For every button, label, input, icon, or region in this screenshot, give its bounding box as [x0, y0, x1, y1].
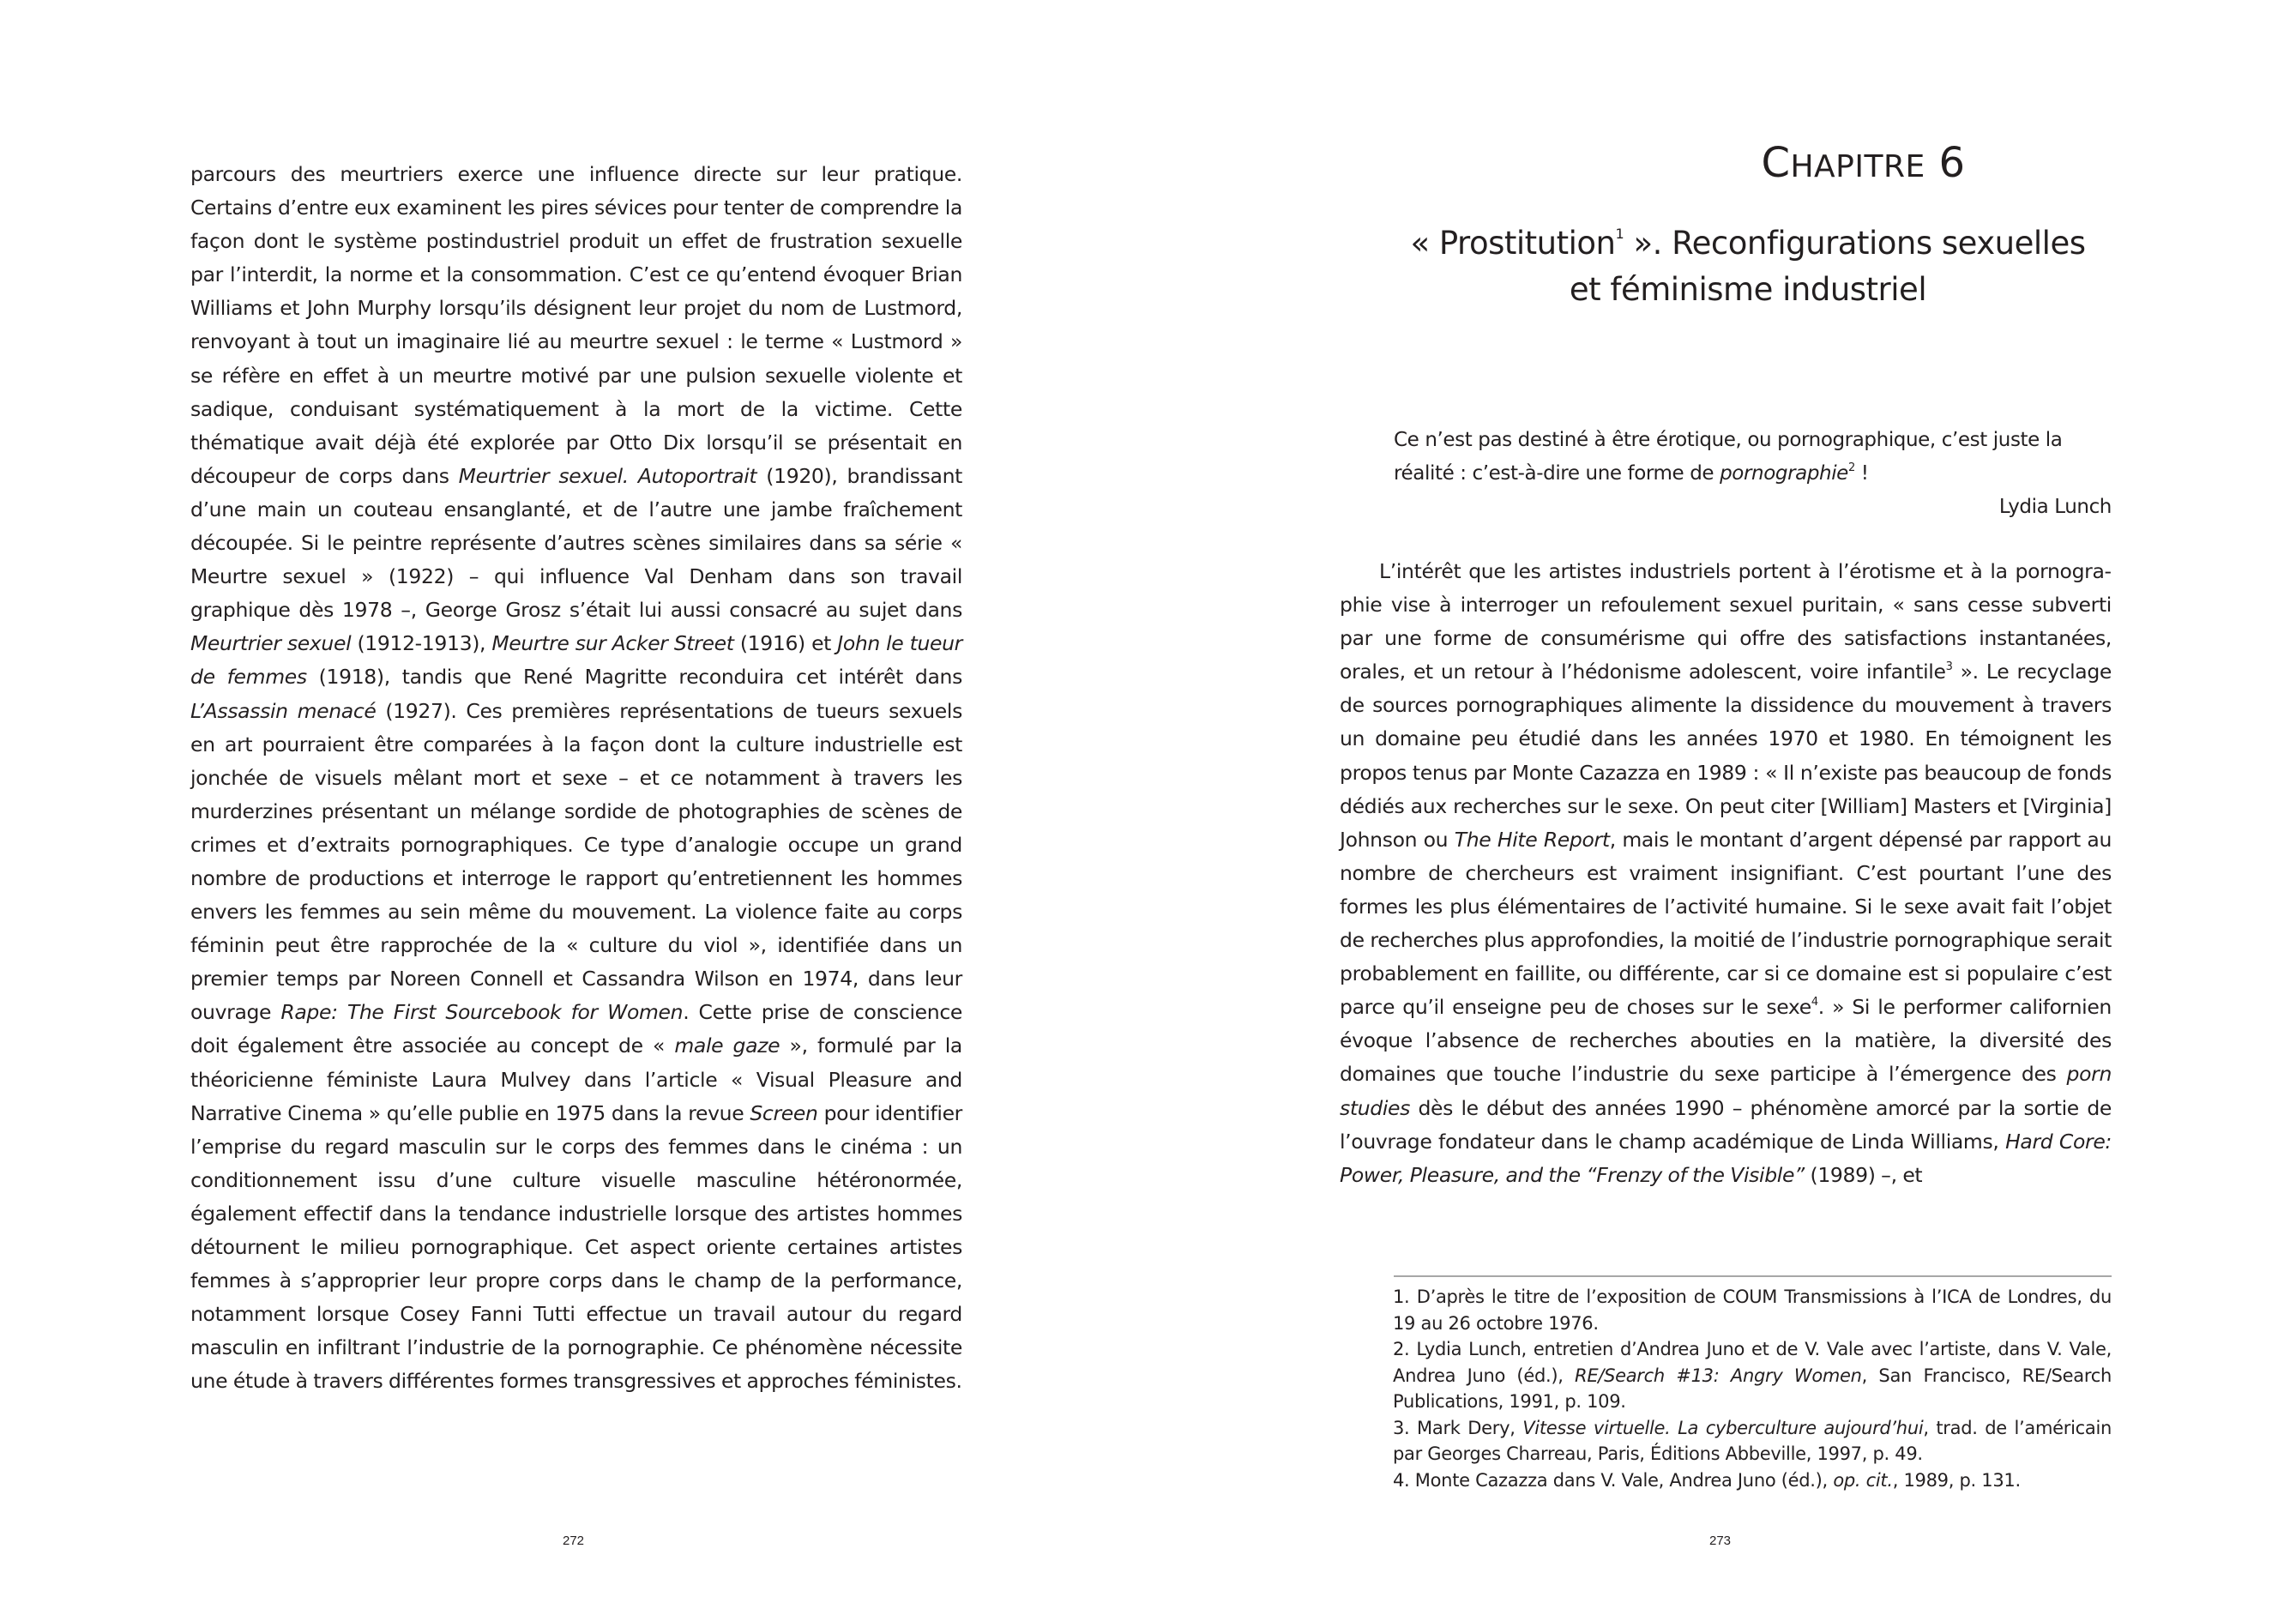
page-number: 272 [563, 1534, 585, 1548]
italic-title: Screen [750, 1100, 818, 1125]
text-run: L’intérêt que les artistes industriels portent à l’érotisme et à la pornographie vise à interroger un refoulement sexuel puritain, « sans cesse subverti par une forme de consumérisme qui offre des satisfactions instantanées, orales, et un retour à l’hédonisme adolescent, voire infantile [1340, 559, 2112, 684]
italic-title: Meurtre sur Acker Street [491, 631, 734, 656]
body-paragraph [1340, 555, 2112, 1192]
body-paragraph [190, 158, 962, 1398]
footnote-ref: 3 [1945, 660, 1953, 674]
text-run: (1918), tandis que René Magritte reconduira cet intérêt dans [306, 665, 962, 690]
italic-title: Rape: The First Sourcebook for Women [280, 1000, 684, 1025]
footnote-text: 2. Lydia Lunch, entretien d’Andrea Juno et de V. Vale avec l’artiste, dans V. Vale, Andrea Juno (éd.), [1393, 1339, 2112, 1386]
left-page-body [190, 158, 962, 1398]
footnote-4 [1393, 1467, 2112, 1494]
chapter-title [1319, 211, 2177, 313]
text-run: », formulé par la théoricienne féministe Laura Mulvey dans l’article « Visual Pleasure and Narrative Cinema » qu’elle publie en 1975 dans la revue [190, 1033, 962, 1125]
epigraph-quote [1394, 424, 2112, 491]
text-run: . » Si le performer californien évoque l’absence de recherches abouties en la matière, la diversité des domaines que touche l’industrie du sexe participe à l’émergence des [1340, 995, 2112, 1087]
quote-text: ! [1854, 462, 1869, 485]
text-run: (1912-1913), [351, 631, 492, 656]
text-run: , mais le montant d’argent dépensé par rapport au nombre de chercheurs est vraiment insignifiant. C’est pourtant l’une des formes les plus élémentaires de l’activité humaine. Si le sexe avait fait l’objet de recherches plus approfondies, la moitié de l’industrie pornographique serait probablement en faillite, ou différente, car si ce domaine est si populaire c’est parce qu’il enseigne peu de choses sur le sexe [1340, 827, 2112, 1020]
chapter-label-smallcaps: HAPITRE [1790, 149, 1925, 184]
chapter-title-line-1 [1319, 211, 2177, 267]
italic-title: Meurtrier sexuel. Autoportrait [458, 463, 757, 488]
chapter-number-value: 6 [1938, 139, 1966, 187]
epigraph [1394, 424, 2112, 524]
page-number: 273 [1709, 1534, 1732, 1548]
text-run: (1989) –, et [1804, 1162, 1923, 1187]
text-run: (1920), brandissant d’une main un couteau ensanglanté, et de l’autre une jambe fraîchement découpée. Si le peintre représente d’autres scènes similaires dans sa série « Meurtre sexuel » (1922) – qui influence Val Denham dans son travail graphique dès 1978 –, George Grosz s’était lui aussi consacré au sujet dans [190, 463, 962, 623]
italic-title: Vitesse virtuelle. La cyberculture aujourd’hui [1522, 1417, 1924, 1438]
italic-title: John le tueur de femmes [190, 631, 962, 690]
italic-term: pornographie [1720, 462, 1848, 485]
footnote-text: 1. D’après le titre de l’exposition de COUM Transmissions à l’ICA de Londres, du 19 au 26 octobre 1976. [1393, 1287, 2112, 1334]
italic-title: Hard Core: Power, Pleasure, and the “Frenzy of the Visible” [1340, 1129, 2112, 1187]
footnote-text: , 1989, p. 131. [1892, 1469, 2021, 1491]
italic-title: RE/Search #13: Angry Women [1575, 1365, 1862, 1386]
quote-text: Ce n’est pas destiné à être érotique, ou pornographique, c’est juste la réalité : c’est-à-dire une forme de [1394, 429, 2063, 485]
text-run: (1927). Ces premières représentations de tueurs sexuels en art pourraient être comparées à la façon dont la culture industrielle est jonchée de visuels mêlant mort et sexe – et ce notamment à travers les murderzines présentant un mélange sordide de photographies de scènes de crimes et d’extraits pornographiques. Ce type d’analogie occupe un grand nombre de productions et interroge le rapport qu’entretiennent les hommes envers les femmes au sein même du mouvement. La violence faite au corps féminin peut être rapprochée de la « culture du viol », identifiée dans un premier temps par Noreen Connell et Cassandra Wilson en 1974, dans leur ouvrage [190, 698, 962, 1025]
italic-title: The Hite Report [1454, 827, 1610, 852]
italic-term: porn studies [1340, 1062, 2112, 1120]
footnote-text: , trad. de l’américain par Georges Charreau, Paris, Éditions Abbeville, 1997, p. 49. [1393, 1417, 2112, 1464]
text-run: . Cette prise de conscience doit également être associée au concept de « [190, 1000, 963, 1058]
text-run: parcours des meurtriers exerce une influence directe sur leur pratique. Certains d’entre eux examinent les pires sévices pour tenter de comprendre la façon dont le système postindustriel produit un effet de frustration sexuelle par l’interdit, la norme et la consommation. C’est ce qu’entend évoquer Brian Williams et John Murphy lorsqu’ils désignent leur projet du nom de Lustmord, renvoyant à tout un imaginaire lié au meurtre sexuel : le terme « Lustmord » se réfère en effet à un meurtre motivé par une pulsion sexuelle violente et sadique, conduisant systématiquement à la mort de la victime. Cette thématique avait déjà été explorée par Otto Dix lorsqu’il se présentait en découpeur de corps dans [190, 162, 962, 488]
footnote-ref: 4 [1811, 996, 1818, 1009]
right-page-body [1340, 555, 2112, 1192]
text-run: ». Le recyclage de sources pornographiques alimente la dissidence du mouvement à travers un domaine peu étudié dans les années 1970 et 1980. En témoignent les propos tenus par Monte Cazazza en 1989 : « Il n’existe pas beaucoup de fonds dédiés aux recherches sur le sexe. On peut citer [William] Masters et [Virginia] Johnson ou [1340, 660, 2112, 852]
title-text: « Prostitution [1410, 225, 1616, 262]
chapter-label-initial: C [1761, 139, 1791, 187]
italic-term: op. cit. [1833, 1469, 1893, 1491]
footnotes [1393, 1284, 2112, 1493]
text-run: pour identifier l’emprise du regard masculin sur le corps des femmes dans le cinéma : un conditionnement issu d’une culture visuelle masculine hétéronormée, également effectif dans la tendance industrielle lorsque des artistes hommes détournent le milieu pornographique. Cet aspect oriente certaines artistes femmes à s’approprier leur propre corps dans le champ de la performance, notamment lorsque Cosey Fanni Tutti effectue un travail autour du regard masculin en infiltrant l’industrie de la pornographie. Ce phénomène nécessite une étude à travers différentes formes transgressives et approches féministes. [190, 1100, 962, 1394]
text-run: (1916) et [733, 631, 838, 656]
chapter-number [1148, 139, 2296, 187]
footnote-text: 4. Monte Cazazza dans V. Vale, Andrea Juno (éd.), [1393, 1469, 1834, 1491]
italic-title: Meurtrier sexuel [190, 631, 352, 656]
footnote-text: 3. Mark Dery, [1393, 1417, 1523, 1438]
chapter-title-line-2: et féminisme industriel [1569, 271, 1927, 308]
right-page [1148, 0, 2296, 1621]
italic-term: male gaze [674, 1033, 780, 1058]
text-run: dès le début des années 1990 – phénomène amorcé par la sortie de l’ouvrage fondateur dans le champ académique de Linda Williams, [1340, 1095, 2112, 1154]
footnote-divider [1394, 1275, 2112, 1277]
footnote-ref: 1 [1615, 226, 1624, 242]
footnote-2 [1393, 1336, 2112, 1415]
title-text: ». Reconfigurations sexuelles [1624, 225, 2086, 262]
italic-title: L’Assassin menacé [190, 698, 377, 723]
footnote-text: , San Francisco, RE/Search Publications, 1991, p. 109. [1393, 1365, 2112, 1412]
footnote-ref: 2 [1847, 461, 1855, 474]
epigraph-attribution: Lydia Lunch [1998, 496, 2112, 518]
footnote-3 [1393, 1415, 2112, 1467]
footnote-1 [1393, 1284, 2112, 1336]
